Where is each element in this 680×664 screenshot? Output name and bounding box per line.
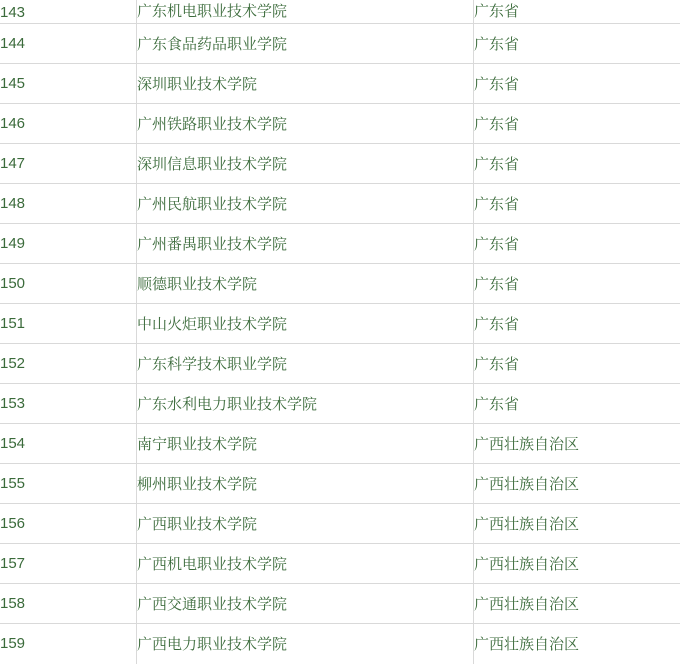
row-school-name: 广西电力职业技术学院 <box>137 624 474 664</box>
row-index: 159 <box>0 624 137 664</box>
row-province: 广西壮族自治区 <box>474 584 680 624</box>
row-province: 广西壮族自治区 <box>474 504 680 544</box>
row-school-name: 广东水利电力职业技术学院 <box>137 384 474 424</box>
row-school-name: 柳州职业技术学院 <box>137 464 474 504</box>
table-row <box>0 504 680 544</box>
row-school-name: 广东科学技术职业学院 <box>137 344 474 384</box>
row-index: 152 <box>0 344 137 384</box>
table-row <box>0 304 680 344</box>
row-province: 广东省 <box>474 64 680 104</box>
row-school-name: 南宁职业技术学院 <box>137 424 474 464</box>
table-row <box>0 544 680 584</box>
row-index: 157 <box>0 544 137 584</box>
row-school-name: 中山火炬职业技术学院 <box>137 304 474 344</box>
row-index: 148 <box>0 184 137 224</box>
table-row <box>0 104 680 144</box>
table-row <box>0 584 680 624</box>
row-school-name: 广西交通职业技术学院 <box>137 584 474 624</box>
row-index: 158 <box>0 584 137 624</box>
table-row <box>0 464 680 504</box>
row-index: 150 <box>0 264 137 304</box>
row-index: 145 <box>0 64 137 104</box>
table-row <box>0 624 680 664</box>
row-school-name: 深圳信息职业技术学院 <box>137 144 474 184</box>
row-province: 广东省 <box>474 104 680 144</box>
row-index: 146 <box>0 104 137 144</box>
row-index: 156 <box>0 504 137 544</box>
row-index: 143 <box>0 0 137 24</box>
row-province: 广东省 <box>474 304 680 344</box>
row-province: 广东省 <box>474 384 680 424</box>
row-school-name: 广州番禺职业技术学院 <box>137 224 474 264</box>
row-index: 149 <box>0 224 137 264</box>
table-row <box>0 264 680 304</box>
table-row <box>0 0 680 24</box>
row-index: 147 <box>0 144 137 184</box>
row-province: 广西壮族自治区 <box>474 464 680 504</box>
row-province: 广东省 <box>474 264 680 304</box>
table-row <box>0 344 680 384</box>
row-school-name: 广州铁路职业技术学院 <box>137 104 474 144</box>
table-row <box>0 384 680 424</box>
row-index: 151 <box>0 304 137 344</box>
row-province: 广东省 <box>474 0 680 24</box>
row-province: 广西壮族自治区 <box>474 624 680 664</box>
row-school-name: 广州民航职业技术学院 <box>137 184 474 224</box>
table-row <box>0 224 680 264</box>
row-index: 144 <box>0 24 137 64</box>
table-row <box>0 184 680 224</box>
row-province: 广西壮族自治区 <box>474 424 680 464</box>
row-school-name: 深圳职业技术学院 <box>137 64 474 104</box>
row-school-name: 广西机电职业技术学院 <box>137 544 474 584</box>
row-province: 广西壮族自治区 <box>474 544 680 584</box>
row-school-name: 广东食品药品职业学院 <box>137 24 474 64</box>
table-row <box>0 424 680 464</box>
row-school-name: 广东机电职业技术学院 <box>137 0 474 24</box>
row-province: 广东省 <box>474 344 680 384</box>
row-province: 广东省 <box>474 224 680 264</box>
table-row <box>0 64 680 104</box>
row-school-name: 顺德职业技术学院 <box>137 264 474 304</box>
row-index: 153 <box>0 384 137 424</box>
row-school-name: 广西职业技术学院 <box>137 504 474 544</box>
table-row <box>0 144 680 184</box>
row-province: 广东省 <box>474 24 680 64</box>
row-index: 154 <box>0 424 137 464</box>
row-province: 广东省 <box>474 184 680 224</box>
table-row <box>0 24 680 64</box>
row-province: 广东省 <box>474 144 680 184</box>
row-index: 155 <box>0 464 137 504</box>
